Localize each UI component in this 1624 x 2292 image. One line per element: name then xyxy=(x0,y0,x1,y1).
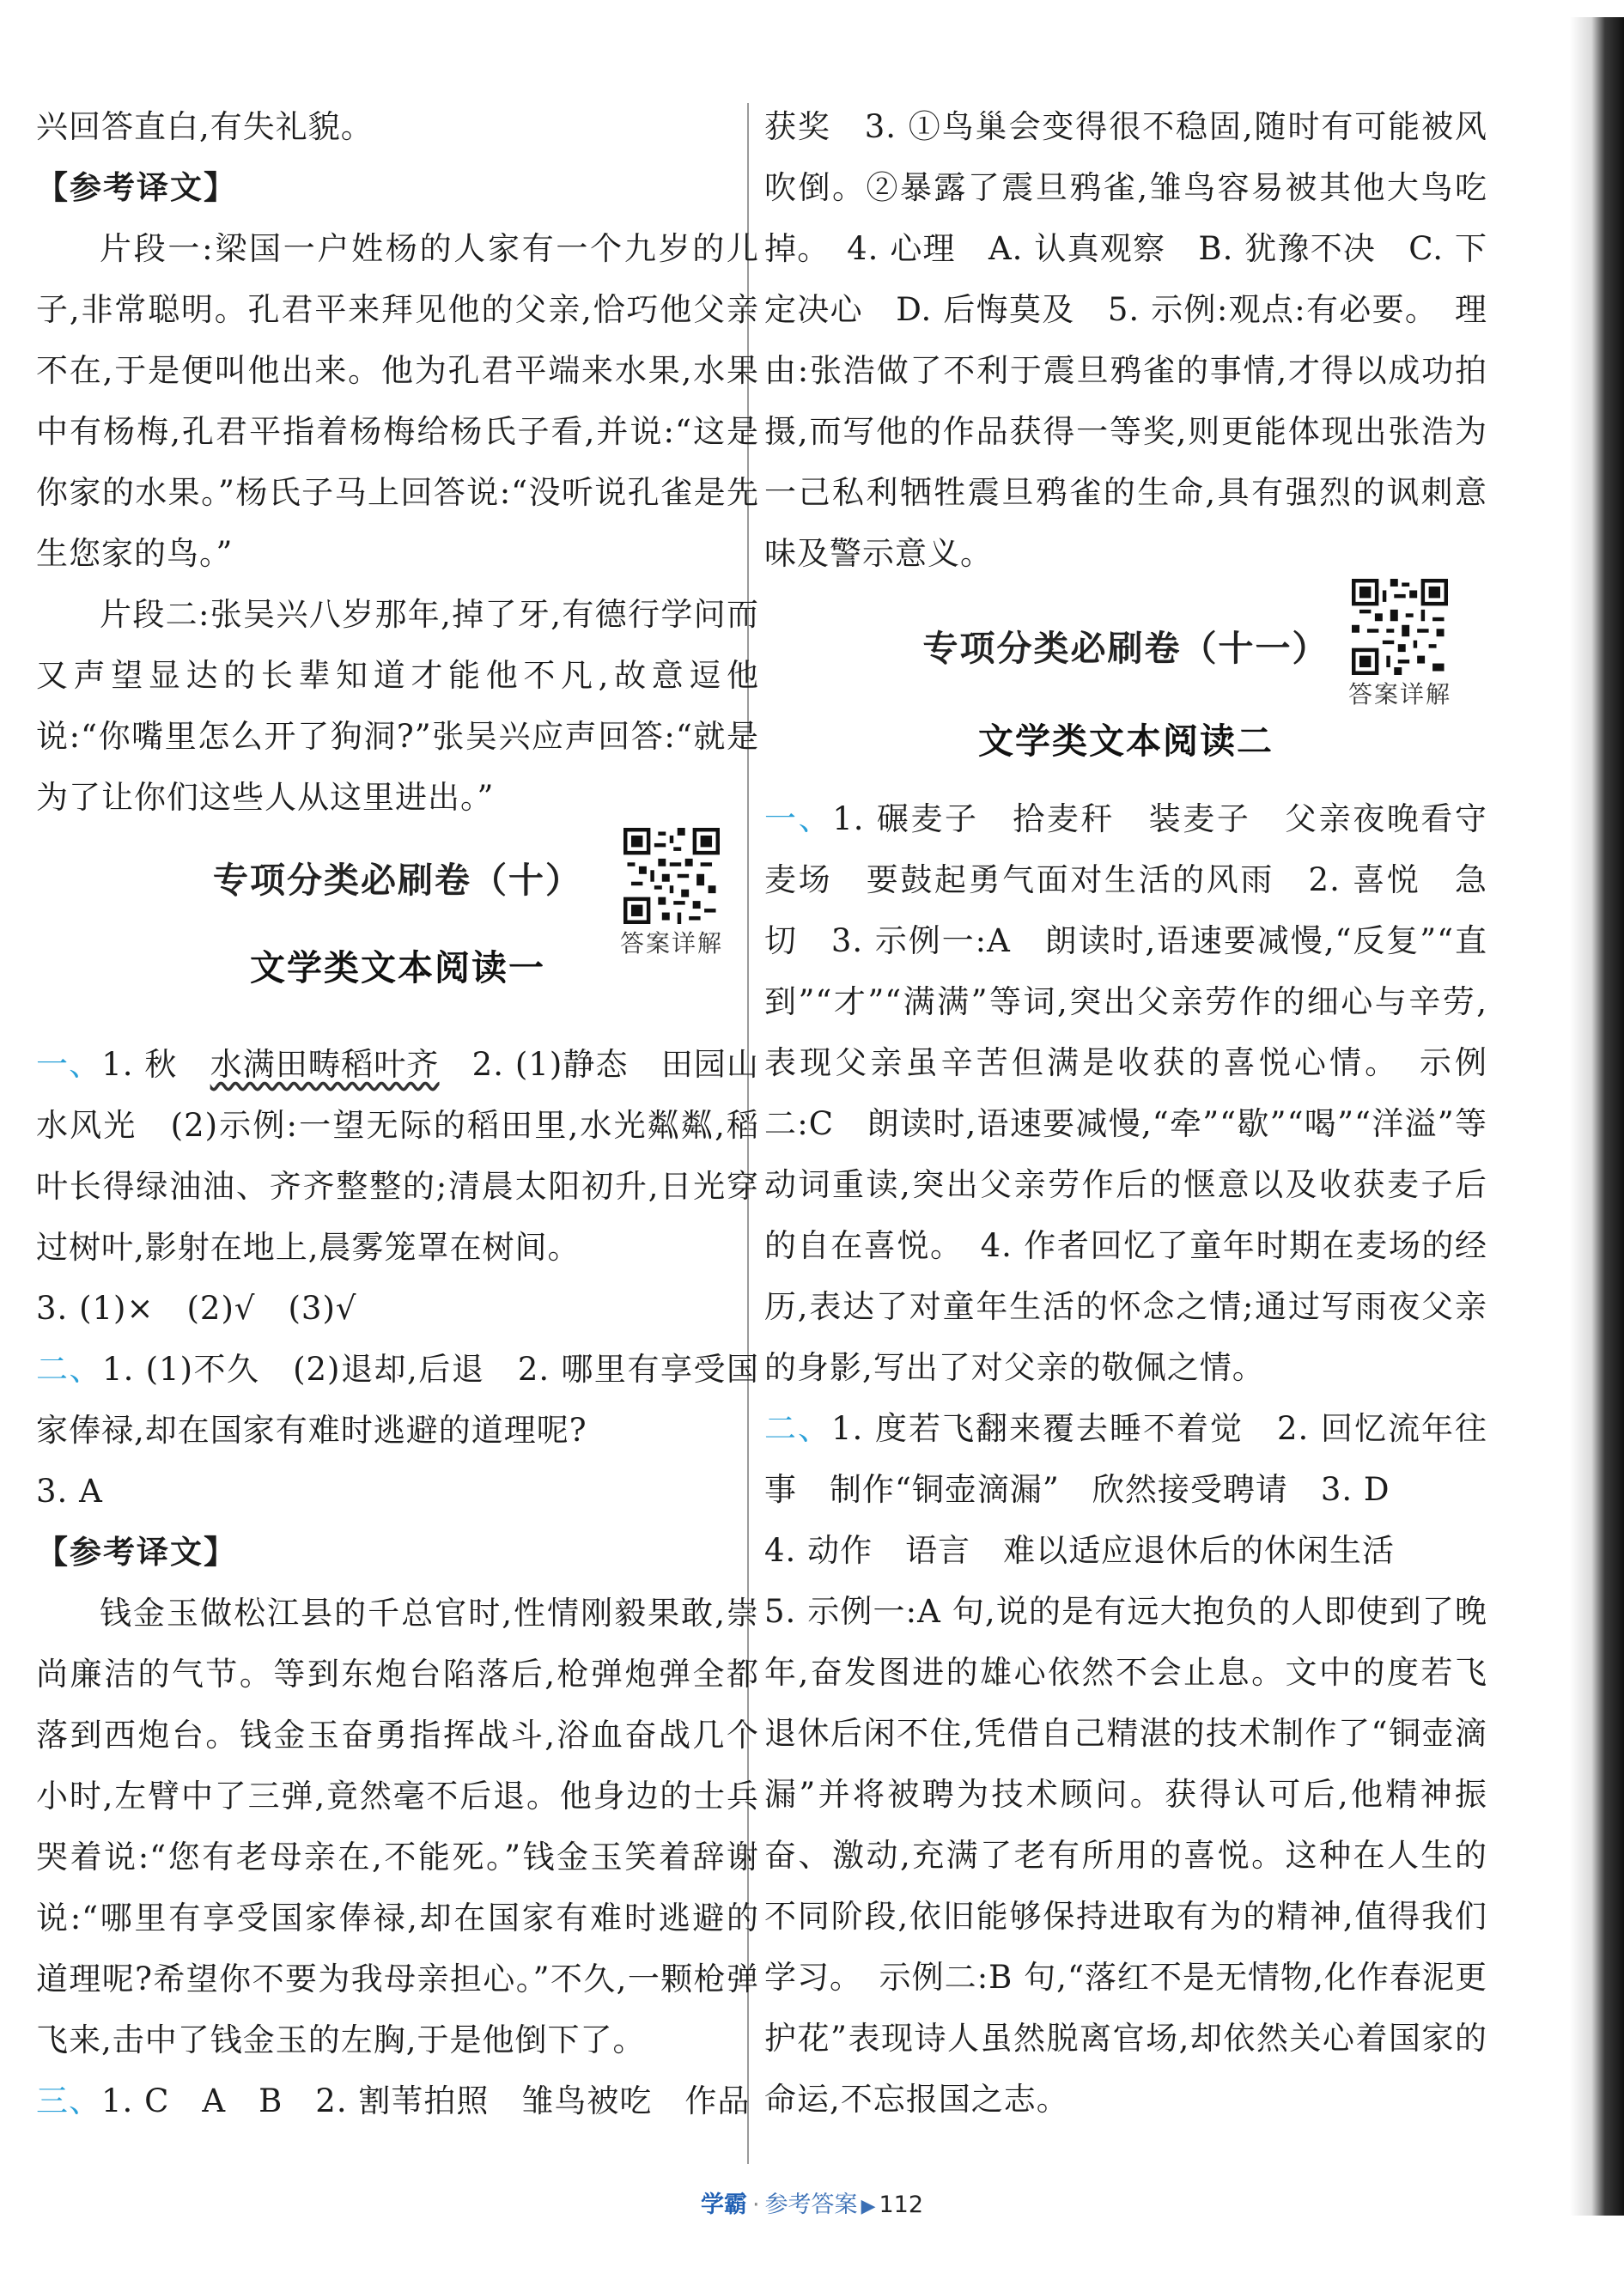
translation-fragment-1: 片段一:梁国一户姓杨的人家有一个九岁的儿子,非常聪明。孔君平来拜见他的父亲,恰巧他父亲不在,于是便叫他出来。他为孔君平端来水果,水果中有杨梅,孔君平指着杨梅给杨氏子看,并说:“这是你家的水果。”杨氏子马上回答说:“没听说孔雀是先生您家的鸟。” xyxy=(36,230,759,572)
qr-caption: 答案详解 xyxy=(619,929,723,958)
translation-fragment-2: 片段二:张吴兴八岁那年,掉了牙,有德行学问而又声望显达的长辈知道才能他不凡,故意逗他说:“你嘴里怎么开了狗洞?”张吴兴应声回答:“就是为了让你们这些人从这里进出。” xyxy=(36,596,759,816)
section-number: 二、 xyxy=(764,1410,831,1447)
qr-code-icon[interactable] xyxy=(1352,579,1448,675)
page-footer xyxy=(0,2186,1624,2219)
page-binding-edge xyxy=(1570,17,1624,2216)
page-number: 112 xyxy=(879,2192,924,2218)
left-column xyxy=(36,96,759,2131)
answer-text: 1. C A B 2. 割苇拍照 雏鸟被吃 作品 xyxy=(101,2082,751,2119)
section-title-block-10 xyxy=(36,828,759,1034)
wavy-underlined-answer: 水满田畴稻叶齐 xyxy=(210,1046,440,1083)
qr-code-block[interactable] xyxy=(1340,579,1460,711)
footer-separator: · xyxy=(751,2192,760,2218)
answer-text: 1. 秋 xyxy=(101,1046,210,1083)
right-paragraph-continued: 获奖 3. ①鸟巢会变得很不稳固,随时有可能被风吹倒。②暴露了震旦鸦雀,雏鸟容易被其他大鸟吃掉。 4. 心理 A. 认真观察 B. 犹豫不决 C. 下定决心 D. 后悔莫及 5. 示例:观点:有必要。 理由:张浩做了不利于震旦鸦雀的事情,才得以成功拍摄,而写他的作品获得一等奖,则更能体现出张浩为一己私利牺牲震旦鸦雀的生命,具有强烈的讽刺意味及警示意义。 xyxy=(764,108,1487,572)
section-subtitle-10: 文学类文本阅读一 xyxy=(250,947,545,988)
answer-section-2 xyxy=(764,1398,1487,1520)
answer-section-2 xyxy=(36,1339,759,1461)
section-number: 二、 xyxy=(36,1351,103,1388)
section-title-block-11 xyxy=(764,584,1487,788)
right-column xyxy=(764,96,1487,2130)
section-title-11: 专项分类必刷卷（十一） xyxy=(922,628,1329,669)
section-number: 一、 xyxy=(764,800,833,837)
answer-text: 1. 度若飞翻来覆去睡不着觉 2. 回忆流年往事 制作“铜壶滴漏” 欣然接受聘请 3. D xyxy=(764,1410,1488,1508)
section-number: 三、 xyxy=(36,2082,101,2119)
answer-section-1 xyxy=(764,788,1487,1398)
section-number: 一、 xyxy=(36,1046,102,1083)
footer-brand: 学霸 xyxy=(700,2192,747,2218)
answer-text: 1. 碾麦子 拾麦秆 装麦子 父亲夜晚看守麦场 要鼓起勇气面对生活的风雨 2. 喜悦 急切 3. 示例一:A 朗读时,语速要减慢,“反复”“直到”“才”“满满”等词,突出父亲劳作的细心与辛劳,表现父亲虽辛苦但满是收获的喜悦心情。 示例二:C 朗读时,语速要减慢,“牵”“歇”“喝”“洋溢”等动词重读,突出父亲劳作后的惬意以及收获麦子后的自在喜悦。 4. 作者回忆了童年时期在麦场的经历,表达了对童年生活的怀念之情;通过写雨夜父亲的身影,写出了对父亲的敬佩之情。 xyxy=(764,800,1488,1386)
translation-paragraph: 钱金玉做松江县的千总官时,性情刚毅果敢,崇尚廉洁的气节。等到东炮台陷落后,枪弹炮弹全都落到西炮台。钱金玉奋勇指挥战斗,浴血奋战几个小时,左臂中了三弹,竟然毫不后退。他身边的士兵哭着说:“您有老母亲在,不能死。”钱金玉笑着辞谢说:“哪里有享受国家俸禄,却在国家有难时逃避的道理呢?希望你不要为我母亲担心。”不久,一颗枪弹飞来,击中了钱金玉的左胸,于是他倒下了。 xyxy=(36,1595,759,2058)
section-subtitle-11: 文学类文本阅读二 xyxy=(978,720,1274,762)
answer-text: 1. (1)不久 (2)退却,后退 2. 哪里有享受国家俸禄,却在国家有难时逃避的道理呢? xyxy=(36,1351,759,1449)
answer-line: 4. 动作 语言 难以适应退休后的休闲生活 xyxy=(764,1532,1396,1569)
answer-section-3 xyxy=(36,2070,759,2131)
answer-line: 3. A xyxy=(36,1473,103,1510)
qr-caption: 答案详解 xyxy=(1347,680,1451,708)
reference-translation-heading: 【参考译文】 xyxy=(36,1534,237,1571)
answer-paragraph: 5. 示例一:A 句,说的是有远大抱负的人即使到了晚年,奋发图进的雄心依然不会止息。文中的度若飞退休后闲不住,凭借自己精湛的技术制作了“铜壶滴漏”并将被聘为技术顾问。获得认可后,他精神振奋、激动,充满了老有所用的喜悦。这种在人生的不同阶段,依旧能够保持进取有为的精神,值得我们学习。 示例二:B 句,“落红不是无情物,化作春泥更护花”表现诗人虽然脱离官场,却依然关心着国家的命运,不忘报国之志。 xyxy=(764,1593,1487,2118)
footer-label: 参考答案 xyxy=(764,2192,858,2218)
reference-translation-heading: 【参考译文】 xyxy=(36,169,237,206)
answer-section-1 xyxy=(36,1034,759,1278)
answer-line: 3. (1)× (2)√ (3)√ xyxy=(36,1290,357,1327)
qr-code-icon[interactable] xyxy=(623,828,720,924)
section-title-10: 专项分类必刷卷（十） xyxy=(213,860,582,901)
left-paragraph-continued: 兴回答直白,有失礼貌。 xyxy=(36,108,374,145)
triangle-right-icon: ▶ xyxy=(861,2196,876,2217)
answer-text: 2. (1)静态 田园山水风光 (2)示例:一望无际的稻田里,水光粼粼,稻叶长得绿油油、齐齐整整的;清晨太阳初升,日光穿过树叶,影射在地上,晨雾笼罩在树间。 xyxy=(36,1046,759,1266)
